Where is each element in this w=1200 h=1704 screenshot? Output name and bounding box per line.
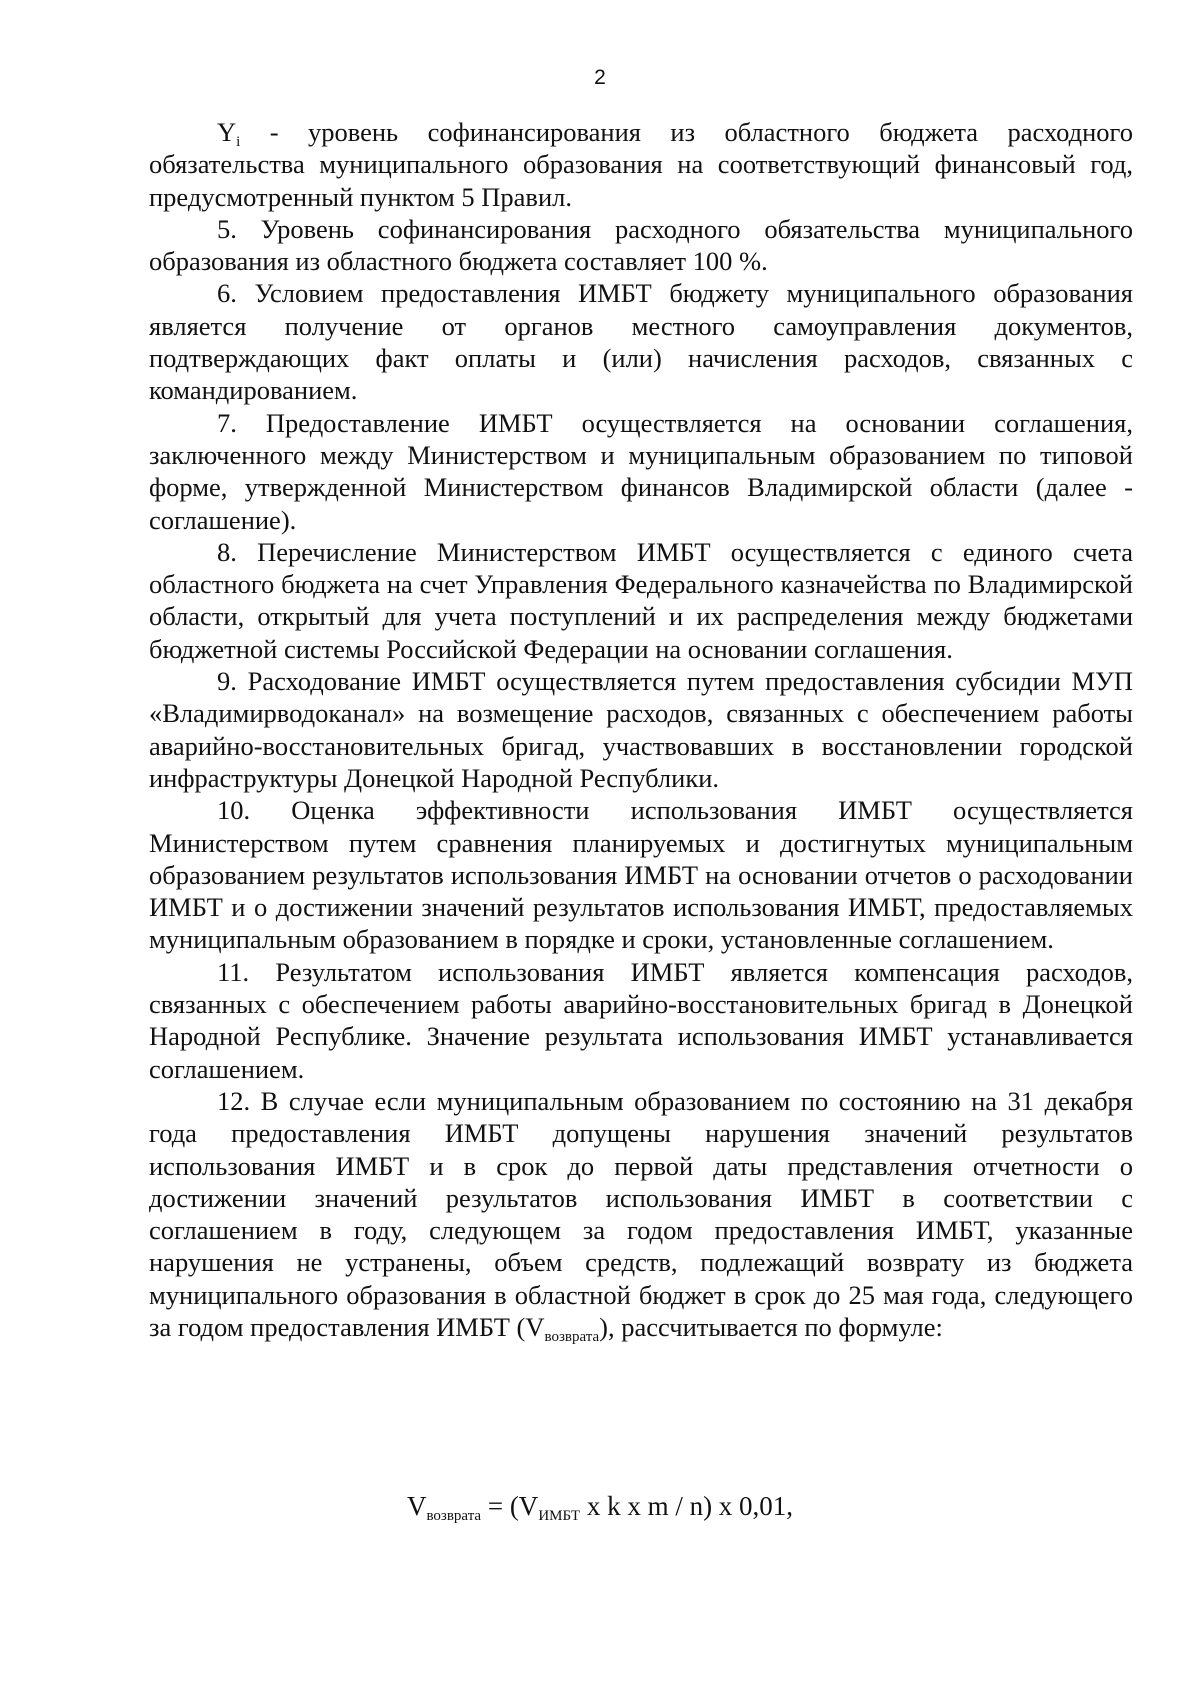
paragraph-10: 10. Оценка эффективности использования ИМБТ осуществляется Министерством путем сравнения планируемых и достигнутых муниципальным образованием результатов использования ИМБТ на основании отчетов о расходовании ИМБТ и о достижении значений результатов использования ИМБТ, предоставляемых муниципальным образованием в порядке и сроки, установленные соглашением. (149, 795, 1133, 955)
definition-paragraph (149, 116, 1133, 213)
paragraph-6: 6. Условием предоставления ИМБТ бюджету муниципального образования является получение от органов местного самоуправления документов, подтверждающих факт оплаты и (или) начисления расходов, связанных с командированием. (149, 278, 1133, 406)
paragraph-7: 7. Предоставление ИМБТ осуществляется на основании соглашения, заключенного между Министерством и муниципальным образованием по типовой форме, утвержденной Министерством финансов Владимирской области (далее - соглашение). (149, 407, 1133, 535)
paragraph-11: 11. Результатом использования ИМБТ является компенсация расходов, связанных с обеспечением работы аварийно-восстановительных бригад в Донецкой Народной Республике. Значение результата использования ИМБТ устанавливается соглашением. (149, 956, 1133, 1084)
return-volume-formula (0, 1491, 1200, 1522)
document-body (149, 116, 1133, 1343)
page-number: 2 (594, 66, 606, 89)
formula-rhs: x k x m / n) x 0,01, (580, 1491, 794, 1521)
formula-lhs-subscript: возврата (426, 1508, 482, 1524)
definition-symbol: Y (217, 117, 237, 147)
paragraph-12-text: 12. В случае если муниципальным образованием по состоянию на 31 декабря года предоставления ИМБТ допущены нарушения значений результатов использования ИМБТ и в срок до первой даты представления отчетности о достижении значений результатов использования ИМБТ в соответствии с соглашением в году, следующем за годом предоставления ИМБТ, указанные нарушения не устранены, объем средств, подлежащий возврату из бюджета муниципального образования в областной бюджет в срок до 25 мая года, следующего за годом предоставления ИМБТ (V (149, 1085, 1133, 1342)
formula-lhs: V (406, 1491, 427, 1521)
definition-symbol-subscript: i (236, 134, 241, 150)
formula-equals: = (V (481, 1491, 539, 1521)
paragraph-8: 8. Перечисление Министерством ИМБТ осуществляется с единого счета областного бюджета на счет Управления Федерального казначейства по Владимирской области, открытый для учета поступлений и их распределения между бюджетами бюджетной системы Российской Федерации на основании соглашения. (149, 536, 1133, 664)
paragraph-5: 5. Уровень софинансирования расходного обязательства муниципального образования из областного бюджета составляет 100 %. (149, 213, 1133, 277)
formula-imbt-subscript: ИМБТ (538, 1508, 581, 1524)
paragraph-12-tail: ), рассчитывается по формуле: (599, 1311, 943, 1342)
paragraph-12 (149, 1085, 1133, 1343)
paragraph-9: 9. Расходование ИМБТ осуществляется путем предоставления субсидии МУП «Владимирводоканал» на возмещение расходов, связанных с обеспечением работы аварийно-восстановительных бригад, участвовавших в восстановлении городской инфраструктуры Донецкой Народной Республики. (149, 666, 1133, 793)
paragraph-12-subscript: возврата (544, 1328, 600, 1345)
definition-text: - уровень софинансирования из областного бюджета расходного обязательства муниципального образования на соответствующий финансовый год, предусмотренный пунктом 5 Правил. (149, 117, 1133, 212)
